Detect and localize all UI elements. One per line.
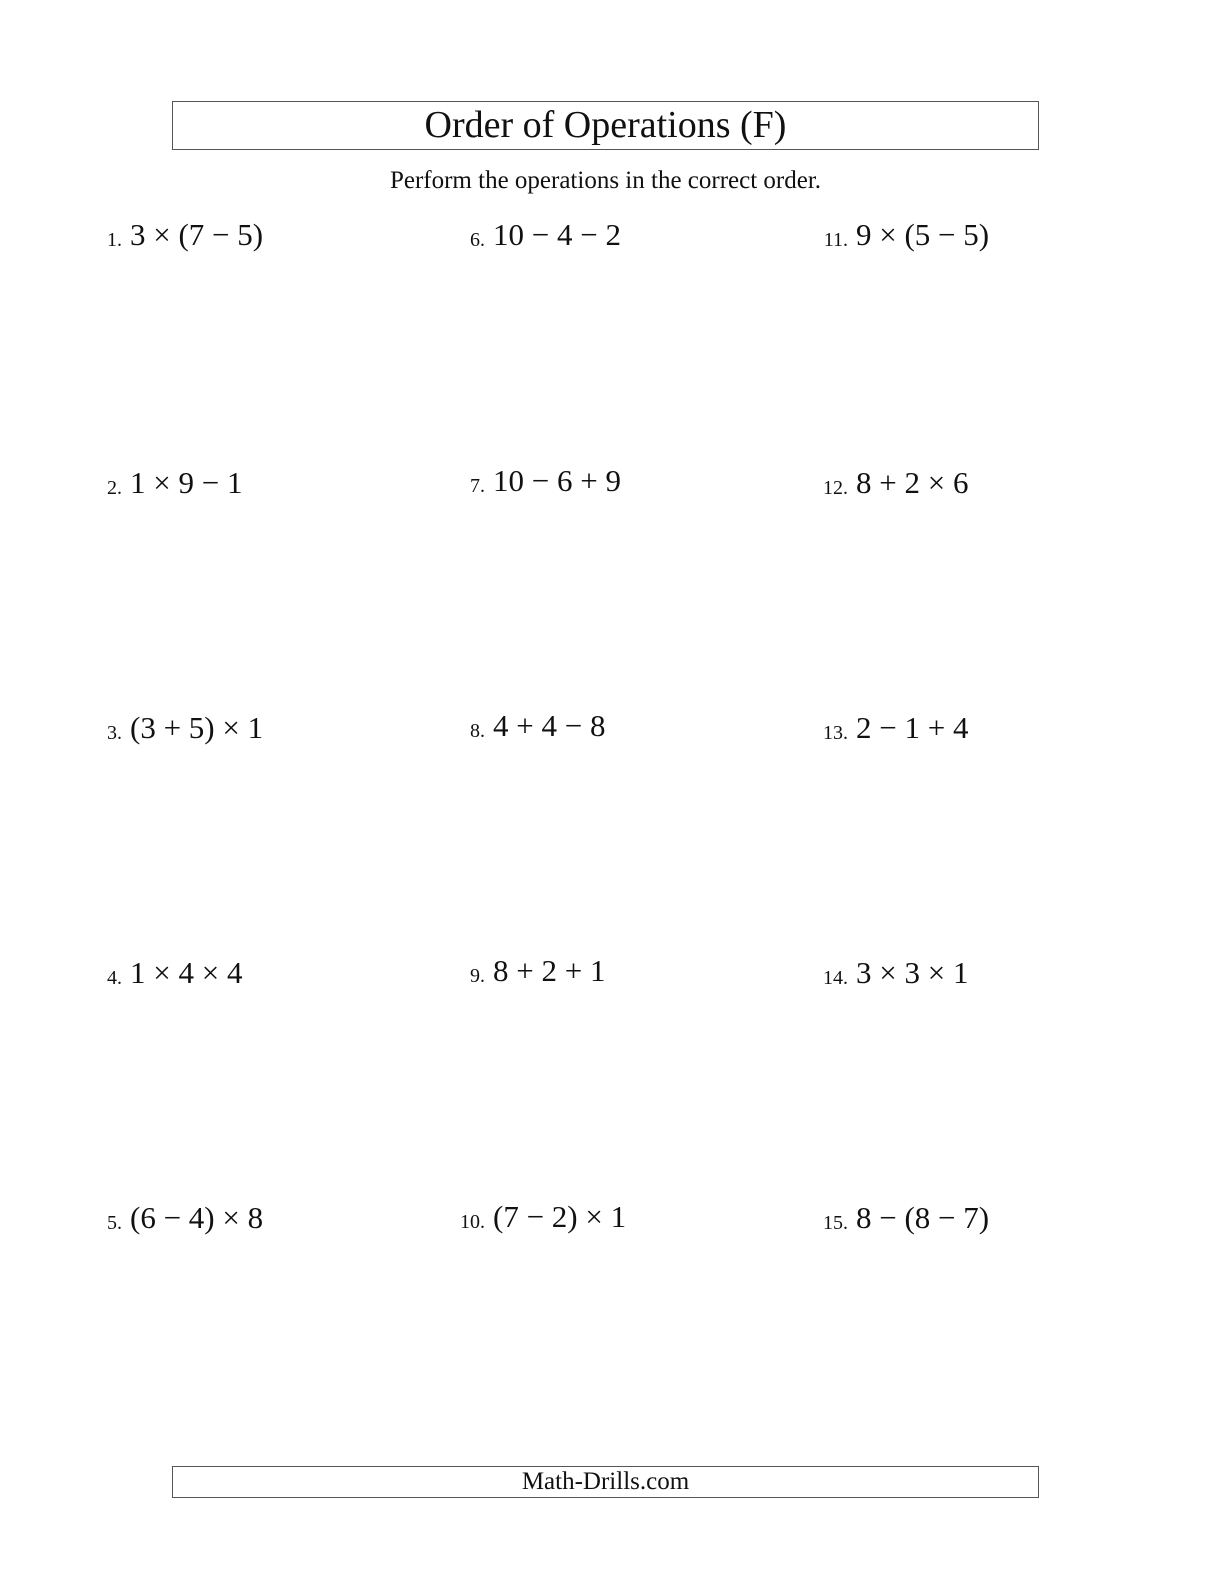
- problem-expression: (3 + 5) × 1: [130, 710, 264, 745]
- worksheet-instructions: Perform the operations in the correct order.: [389, 167, 822, 194]
- problem-expression: 10 − 6 + 9: [493, 463, 621, 498]
- problem-expression: 2 − 1 + 4: [856, 710, 969, 745]
- problem-expression: 8 − (8 − 7): [856, 1200, 990, 1235]
- problem-number: 5.: [107, 1212, 122, 1234]
- problem-number: 6.: [470, 229, 485, 251]
- worksheet-title: Order of Operations (F): [172, 101, 1039, 150]
- problem-expression: 10 − 4 − 2: [493, 217, 621, 252]
- problem-number: 9.: [470, 965, 485, 987]
- problem-expression: 4 + 4 − 8: [493, 708, 606, 743]
- problem-number: 14.: [823, 967, 848, 989]
- problem-number: 11.: [823, 229, 848, 251]
- problem-number: 8.: [470, 720, 485, 742]
- problem-number: 10.: [460, 1211, 485, 1233]
- problem-expression: 3 × 3 × 1: [856, 955, 969, 990]
- problem-number: 7.: [470, 475, 485, 497]
- problem-expression: 8 + 2 + 1: [493, 953, 606, 988]
- problem-number: 13.: [823, 722, 848, 744]
- problem-expression: 1 × 4 × 4: [130, 955, 243, 990]
- problem-expression: 8 + 2 × 6: [856, 465, 969, 500]
- problem-expression: 9 × (5 − 5): [856, 217, 990, 252]
- footer-site-name: Math-Drills.com: [172, 1466, 1039, 1498]
- problem-number: 4.: [107, 967, 122, 989]
- problem-number: 3.: [107, 722, 122, 744]
- problem-number: 12.: [823, 477, 848, 499]
- problem-number: 15.: [823, 1212, 848, 1234]
- problem-expression: (7 − 2) × 1: [493, 1199, 627, 1234]
- problem-expression: 3 × (7 − 5): [130, 217, 264, 252]
- problem-expression: 1 × 9 − 1: [130, 465, 243, 500]
- problem-number: 1.: [107, 229, 122, 251]
- problem-expression: (6 − 4) × 8: [130, 1200, 264, 1235]
- problem-number: 2.: [107, 477, 122, 499]
